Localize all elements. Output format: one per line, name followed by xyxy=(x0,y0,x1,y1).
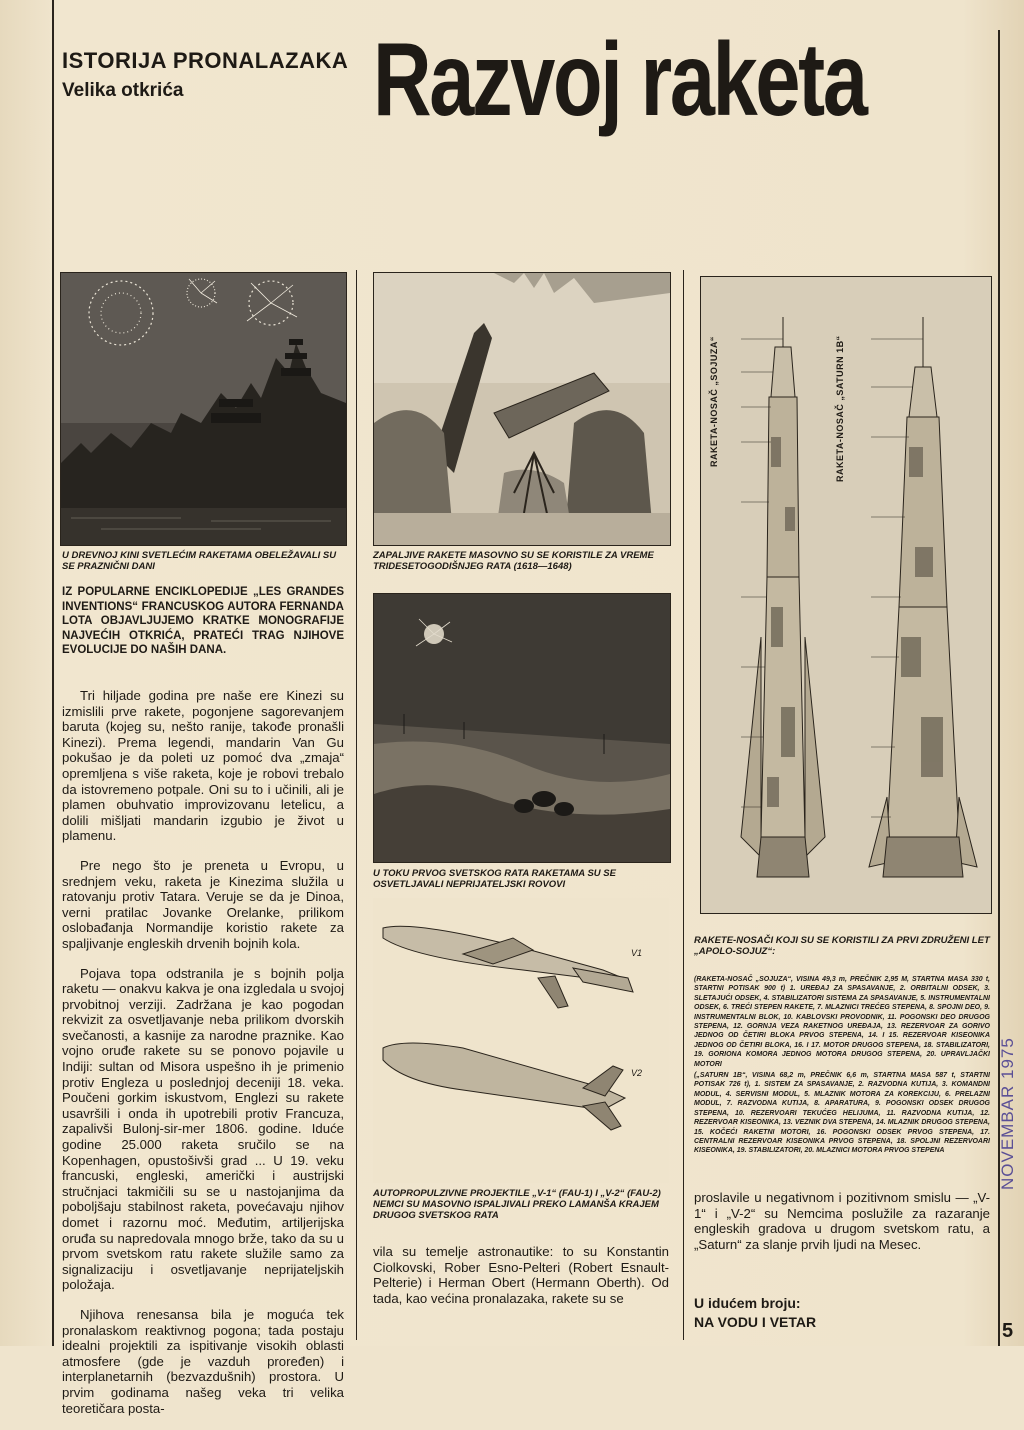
fireworks-illustration xyxy=(60,272,347,546)
body-paragraph: Pojava topa odstranila je s bojnih polja raketu — onakvu kakva je ona izgledala u svojoj prvobitnoj verziji. Zadržana je kao pogodan rekvizit za osvetljavanje neba prilikom dvorskih svečanosti, a kasnije za narodne praznike. Kao vojno oruđe rakete su se ponovo pojavile u Indiji: sultan od Misora uspešno ih je primenio protiv Engleza u poslednjoj deceniji 18. veka. Poučeni gorkim iskustvom, Englezi su rakete usavršili i onda ih upotrebili protiv Francuza, zapalivši Bulonj-sir-mer 1806. godine. Iduće godine 25.000 raketa sručilo se na Kopenhagen, opustošivši grad ... U 19. veku francuski, engleski, američki i austrijski stručnjaci takmičili su se u nastojanjima da poboljšaju stabilnost raketa, povećavaju njihov domet i razornu moć. Međutim, artiljerijska oruđa su napredovala mnogo brže, tako da su u prvom svetskom ratu rakete služile samo za signalizaciju i osvetljavanje neprijateljskih položaja. xyxy=(62,965,344,1293)
caption-ww1: U TOKU PRVOG SVETSKOG RATA RAKETAMA SU SE OSVETLJAVALI NEPRIJATELJSKI ROVOVI xyxy=(373,868,616,890)
body-paragraph: proslavile u negativnom i pozitivnom smislu — „V-1“ i „V-2“ su Nemcima poslužile za razaranje engleskih gradova u drugom svetskom ratu, a „Saturn“ za slanje prvih ljudi na Mesec. xyxy=(694,1190,990,1252)
saturn-label: RAKETA-NOSAČ „SATURN 1B“ xyxy=(835,335,845,482)
page-number: 5 xyxy=(1002,1320,1014,1342)
article-headline: Razvoj raketa xyxy=(373,22,866,138)
body-column-2 xyxy=(373,1244,669,1320)
caption-thirty-years-war: ZAPALJIVE RAKETE MASOVNO SU SE KORISTILE ZA VREME TRIDESETOGODIŠNJEG RATA (1618—1648) xyxy=(373,550,654,572)
section-kicker: ISTORIJA PRONALAZAKA xyxy=(62,48,349,73)
body-paragraph: Tri hiljade godina pre naše ere Kinezi su izmislili prve rakete, pogonjene sagorevanjem baruta (kojeg su, nešto ranije, takođe pronašli Kinezi). Prema legendi, mandarin Van Gu pokušao je da poleti uz pomoć dva „zmaja“ opremljena s više raketa, koje je robovi trebalo da istovremeno potpale. Oni su to i učinili, ali je plamen obuhvatio improvizovanu letelicu, a dolili mišljati mandarin izgubio je život u plamenu. xyxy=(62,688,344,844)
caption-v1-v2: AUTOPROPULZIVNE PROJEKTILE „V-1“ (FAU-1) I „V-2“ (FAU-2) NEMCI SU MASOVNO ISPALJIVALI PREKO LAMANŠA KRAJEM DRUGOG SVETSKOG RATA xyxy=(373,1188,661,1221)
body-column-3 xyxy=(694,1190,990,1266)
v1-label: V1 xyxy=(631,948,643,958)
ww1-trench-illustration xyxy=(373,593,671,863)
thirty-years-war-illustration xyxy=(373,272,671,546)
body-column-1 xyxy=(62,688,344,1430)
column-rule-2 xyxy=(683,270,684,1340)
soyuz-label: RAKETA-NOSAČ „SOJUZA“ xyxy=(709,336,719,467)
body-paragraph: vila su temelje astronautike: to su Konstantin Ciolkovski, Rober Esno-Pelteri (Robert Esnault-Pelterie) i Herman Obert (Hermann Oberth). Od tada, kao većina pronalazaka, rakete su se xyxy=(373,1244,669,1306)
next-issue-label: U idućem broju: xyxy=(694,1295,801,1311)
body-paragraph: Pre nego što je preneta u Evropu, u srednjem veku, raketa je Kinezima služila u ratovanju protiv Tatara. Veruje se da je Dinoa, verni pratilac Jovanke Orelanke, prilikom oslobađanja Normandije koristio rakete za spaljivanje engleskih drvenih bojnih kola. xyxy=(62,857,344,951)
caption-fireworks: U DREVNOJ KINI SVETLEĆIM RAKETAMA OBELEŽAVALI SU SE PRAZNIČNI DANI xyxy=(62,550,337,572)
column-rule-1 xyxy=(356,270,357,1340)
v2-label: V2 xyxy=(631,1068,643,1078)
v1-v2-illustration xyxy=(373,898,669,1183)
issue-date: NOVEMBAR 1975 xyxy=(998,1037,1017,1190)
next-issue-title: NA VODU I VETAR xyxy=(694,1314,817,1330)
section-subkicker: Velika otkrića xyxy=(62,80,184,101)
body-paragraph: Njihova renesansa bila je moguća tek pronalaskom reaktivnog pogona; tada postaju idealni projektili za ispitivanje visokih oblasti atmosfere (gde je vazduh proređen) i interplanetarnih (bezvazdušnih) prostora. U prvim godinama našeg veka tri velika teoretičara posta- xyxy=(62,1306,344,1416)
rocket-legend-title: RAKETE-NOSAČI KOJI SU SE KORISTILI ZA PRVI ZDRUŽENI LET „APOLO-SOJUZ“: xyxy=(694,935,990,957)
article-intro: IZ POPULARNE ENCIKLOPEDIJE „LES GRANDES INVENTIONS“ FRANCUSKOG AUTORA FERNANDA LOTA OBJAVLJUJEMO KRATKE MONOGRAFIJE NAJVEĆIH OTKRIĆA, PRATEĆI TRAG NJIHOVE EVOLUCIJE DO NAŠIH DANA. xyxy=(62,586,344,656)
legend-soyuz: (RAKETA-NOSAČ „SOJUZA“, VISINA 49,3 m, PREČNIK 2,95 M, STARTNA MASA 330 t, STARTNI POTISAK 900 t) 1. UREĐAJ ZA SPASAVANJE, 2. ORBITALNI ODSEK, 3. SLETAJUĆI ODSEK, 4. STABILIZATORI SISTEMA ZA SPASAVANJE, 5. INSTRUMENTALNI ODSEK, 6. TREĆI STEPEN RAKETE, 7. MLAZNICI TREĆEG STEPENA, 8. SPOJNI DEO, 9. INSTRUMENTALNI BLOK, 10. KABLOVSKI PROVODNIK, 11. POGONSKI DEO DRUGOG STEPENA, 12. GORNJA VEZA RAKETNOG UREĐAJA, 13. REZERVOAR ZA GORIVO JEDNOG OD ČETIRI BLOKA PRVOG STEPENA, 14. I 15. REZERVOAR KISEONIKA JEDNOG OD ČETIRI BLOKA, 16. I 17. MOTOR DRUGOG STEPENA, 18. STABILIZATORI, 19. GORIONA KOMORA JEDNOG MOTORA DRUGOG STEPENA, 20. UPRAVLJAČKI MOTORI xyxy=(694,976,990,1068)
legend-saturn: („SATURN 1B“, VISINA 68,2 m, PREČNIK 6,6 m, STARTNA MASA 587 t, STARTNI POTISAK 726 t), 1. SISTEM ZA SPASAVANJE, 2. RAZVODNA KUTIJA, 3. KOMANDNI MODUL, 4. SERVISNI MODUL, 5. MLAZNIK MOTORA ZA KOREKCIJU, 6. PRELAZNI MODUL, 7. RAZVODNA KUTIJA, 8. APARATURA, 9. POGONSKI ODSEK DRUGOG STEPENA, 10. REZERVOARI TEKUĆEG HELIJUMA, 11. RAZVODNA KUTIJA, 12. REZERVOAR KISEONIKA, 13. VEZNIK DVA STEPENA, 14. MLAZNIK DRUGOG STEPENA, 15. KOČEĆI RAKETNI MOTORI, 16. POGONSKI ODSEK PRVOG STEPENA, 17. CENTRALNI REZERVOAR KISEONIKA PRVOG STEPENA, 18. SPOLJNI REZERVOARI KISEONIKA, 19. STABILIZATORI, 20. MLAZNICI MOTORA PRVOG STEPENA xyxy=(694,1072,990,1155)
left-margin-rule xyxy=(52,0,54,1346)
rocket-legend xyxy=(694,975,990,1158)
rocket-diagram xyxy=(700,276,992,914)
